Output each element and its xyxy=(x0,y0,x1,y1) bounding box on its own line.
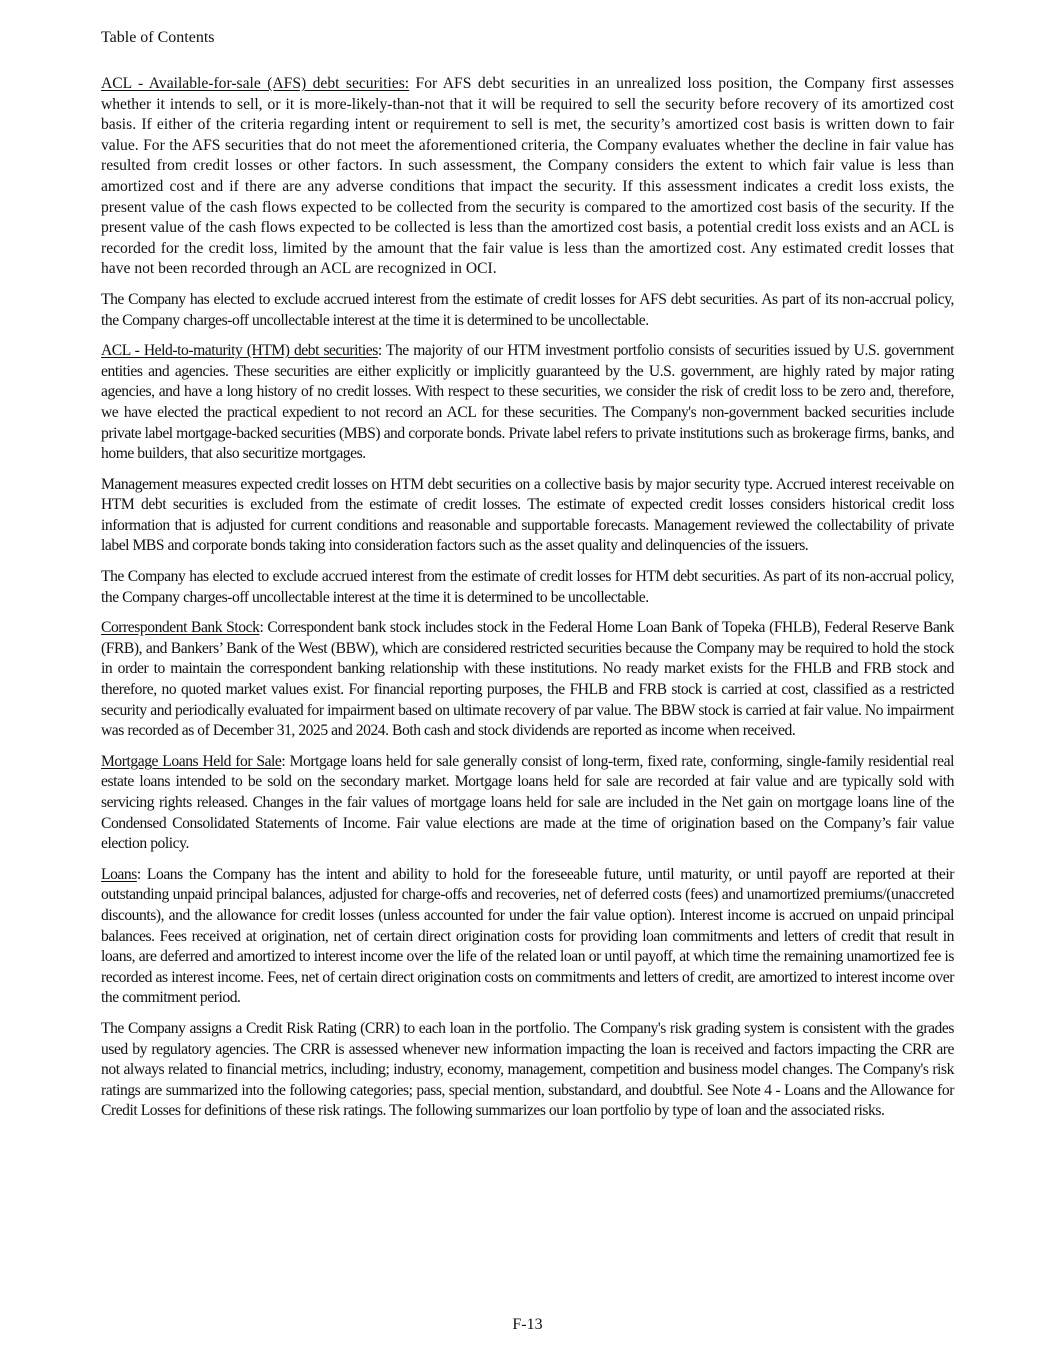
paragraph-text: The Company has elected to exclude accrued interest from the estimate of credit losses for AFS debt securities. As part of its non-accrual policy, the Company charges-off uncollectable interest at the time it is determined to be uncollectable. xyxy=(101,290,954,329)
paragraph-htm-management xyxy=(101,475,954,557)
paragraph-text: The Company has elected to exclude accrued interest from the estimate of credit losses for HTM debt securities. As part of its non-accrual policy, the Company charges-off uncollectable interest at the time it is determined to be uncollectable. xyxy=(101,568,954,606)
paragraph-text: The Company assigns a Credit Risk Rating (CRR) to each loan in the portfolio. The Company's risk grading system is consistent with the grades used by regulatory agencies. The CRR is assessed whenever new information impacting the loan is received and factors impacting the CRR are not always related to financial metrics, including; industry, economy, management, competition and business model changes. The Company's risk ratings are summarized into the following categories; pass, special mention, substandard, and doubtful. See Note 4 - Loans and the Allowance for Credit Losses for definitions of these risk ratings. The following summarizes our loan portfolio by type of loan and the associated risks. xyxy=(101,1019,954,1120)
paragraph-credit-risk-rating xyxy=(101,1019,954,1122)
paragraph-afs-accrued-interest xyxy=(101,290,954,331)
section-heading-acl-afs: ACL - Available-for-sale (AFS) debt securities: xyxy=(101,75,410,92)
paragraph-acl-htm xyxy=(101,341,954,465)
table-of-contents-link[interactable]: Table of Contents xyxy=(101,29,215,46)
section-heading-mortgage-loans-held-for-sale: Mortgage Loans Held for Sale xyxy=(101,752,282,770)
paragraph-text: Management measures expected credit losses on HTM debt securities on a collective basis by major security type. Accrued interest receivable on HTM debt securities is excluded from the estimate of credit losses. The estimate of expected credit losses considers historical credit loss information that is adjusted for current conditions and reasonable and supportable forecasts. Management reviewed the collectability of private label MBS and corporate bonds taking into consideration factors such as the asset quality and delinquencies of the issuers. xyxy=(101,475,954,555)
paragraph-htm-accrued-interest xyxy=(101,567,954,608)
paragraph-text: : Loans the Company has the intent and ability to hold for the foreseeable future, until maturity, or until payoff are reported at their outstanding unpaid principal balances, adjusted for charge-offs and recoveries, net of deferred costs (fees) and unamortized premiums/(unaccreted discounts), and the allowance for credit losses (unless accounted for under the fair value option). Interest income is accrued on unpaid principal balances. Fees received at origination, net of certain direct origination costs for providing loan commitments and letters of credit that result in loans, are deferred and amortized to interest income over the life of the related loan or until payoff, at which time the remaining unamortized fee is recorded as interest income. Fees, net of certain direct origination costs on commitments and letters of credit, are amortized to interest income over the commitment period. xyxy=(101,865,954,1007)
document-body xyxy=(101,74,954,1132)
paragraph-mortgage-loans-held-for-sale xyxy=(101,752,954,855)
paragraph-text: : Mortgage loans held for sale generally consist of long-term, fixed rate, conforming, single-family residential real estate loans intended to be sold on the secondary market. Mortgage loans held for sale are recorded at fair value and are typically sold with servicing rights released. Changes in the fair values of mortgage loans held for sale are included in the Net gain on mortgage loans line of the Condensed Consolidated Statements of Income. Fair value elections are made at the time of origination based on the Company’s fair value election policy. xyxy=(101,752,954,853)
paragraph-loans xyxy=(101,865,954,1009)
page-number: F-13 xyxy=(512,1316,543,1333)
paragraph-text: : The majority of our HTM investment portfolio consists of securities issued by U.S. government entities and agencies. These securities are either explicitly or implicitly guaranteed by the U.S. government, are highly rated by major rating agencies, and have a long history of no credit losses. With respect to these securities, we consider the risk of credit loss to be zero and, therefore, we have elected the practical expedient to not record an ACL for these securities. The Company's non-government backed securities include private label mortgage-backed securities (MBS) and corporate bonds. Private label refers to private institutions such as brokerage firms, banks, and home builders, that also securitize mortgages. xyxy=(101,342,955,463)
paragraph-text: For AFS debt securities in an unrealized loss position, the Company first assesses whether it intends to sell, or it is more-likely-than-not that it will be required to sell the security before recovery of its amortized cost basis. If either of the criteria regarding intent or requirement to sell is met, the security’s amortized cost basis is written down to fair value. For the AFS securities that do not meet the aforementioned criteria, the Company evaluates whether the decline in fair value has resulted from credit losses or other factors. In such assessment, the Company considers the extent to which fair value is less than amortized cost and if there are any adverse conditions that impact the security. If this assessment indicates a credit loss exists, the present value of the cash flows expected to be collected from the security is compared to the amortized cost basis of the security. If the present value of the cash flows expected to be collected is less than the amortized cost basis, a potential credit loss exists and an ACL is recorded for the credit loss, limited by the amount that the fair value is less than the amortized cost. Any estimated credit losses that have not been recorded through an ACL are recognized in OCI. xyxy=(101,75,955,278)
paragraph-acl-afs xyxy=(101,74,954,280)
paragraph-text: : Correspondent bank stock includes stock in the Federal Home Loan Bank of Topeka (FHLB), Federal Reserve Bank (FRB), and Bankers’ Bank of the West (BBW), which are considered restricted securities because the Company may be required to hold the stock in order to maintain the correspondent banking relationship with these institutions. No ready market exists for the FHLB and FRB stock and therefore, no quoted market values exist. For financial reporting purposes, the FHLB and FRB stock is carried at cost, classified as a restricted security and periodically evaluated for impairment based on ultimate recovery of par value. The BBW stock is carried at fair value. No impairment was recorded as of December 31, 2025 and 2024. Both cash and stock dividends are reported as income when received. xyxy=(101,619,954,740)
section-heading-correspondent-bank-stock: Correspondent Bank Stock xyxy=(101,619,260,637)
paragraph-correspondent-bank-stock xyxy=(101,618,954,742)
section-heading-acl-htm: ACL - Held-to-maturity (HTM) debt securities xyxy=(101,342,378,360)
section-heading-loans: Loans xyxy=(101,865,137,883)
